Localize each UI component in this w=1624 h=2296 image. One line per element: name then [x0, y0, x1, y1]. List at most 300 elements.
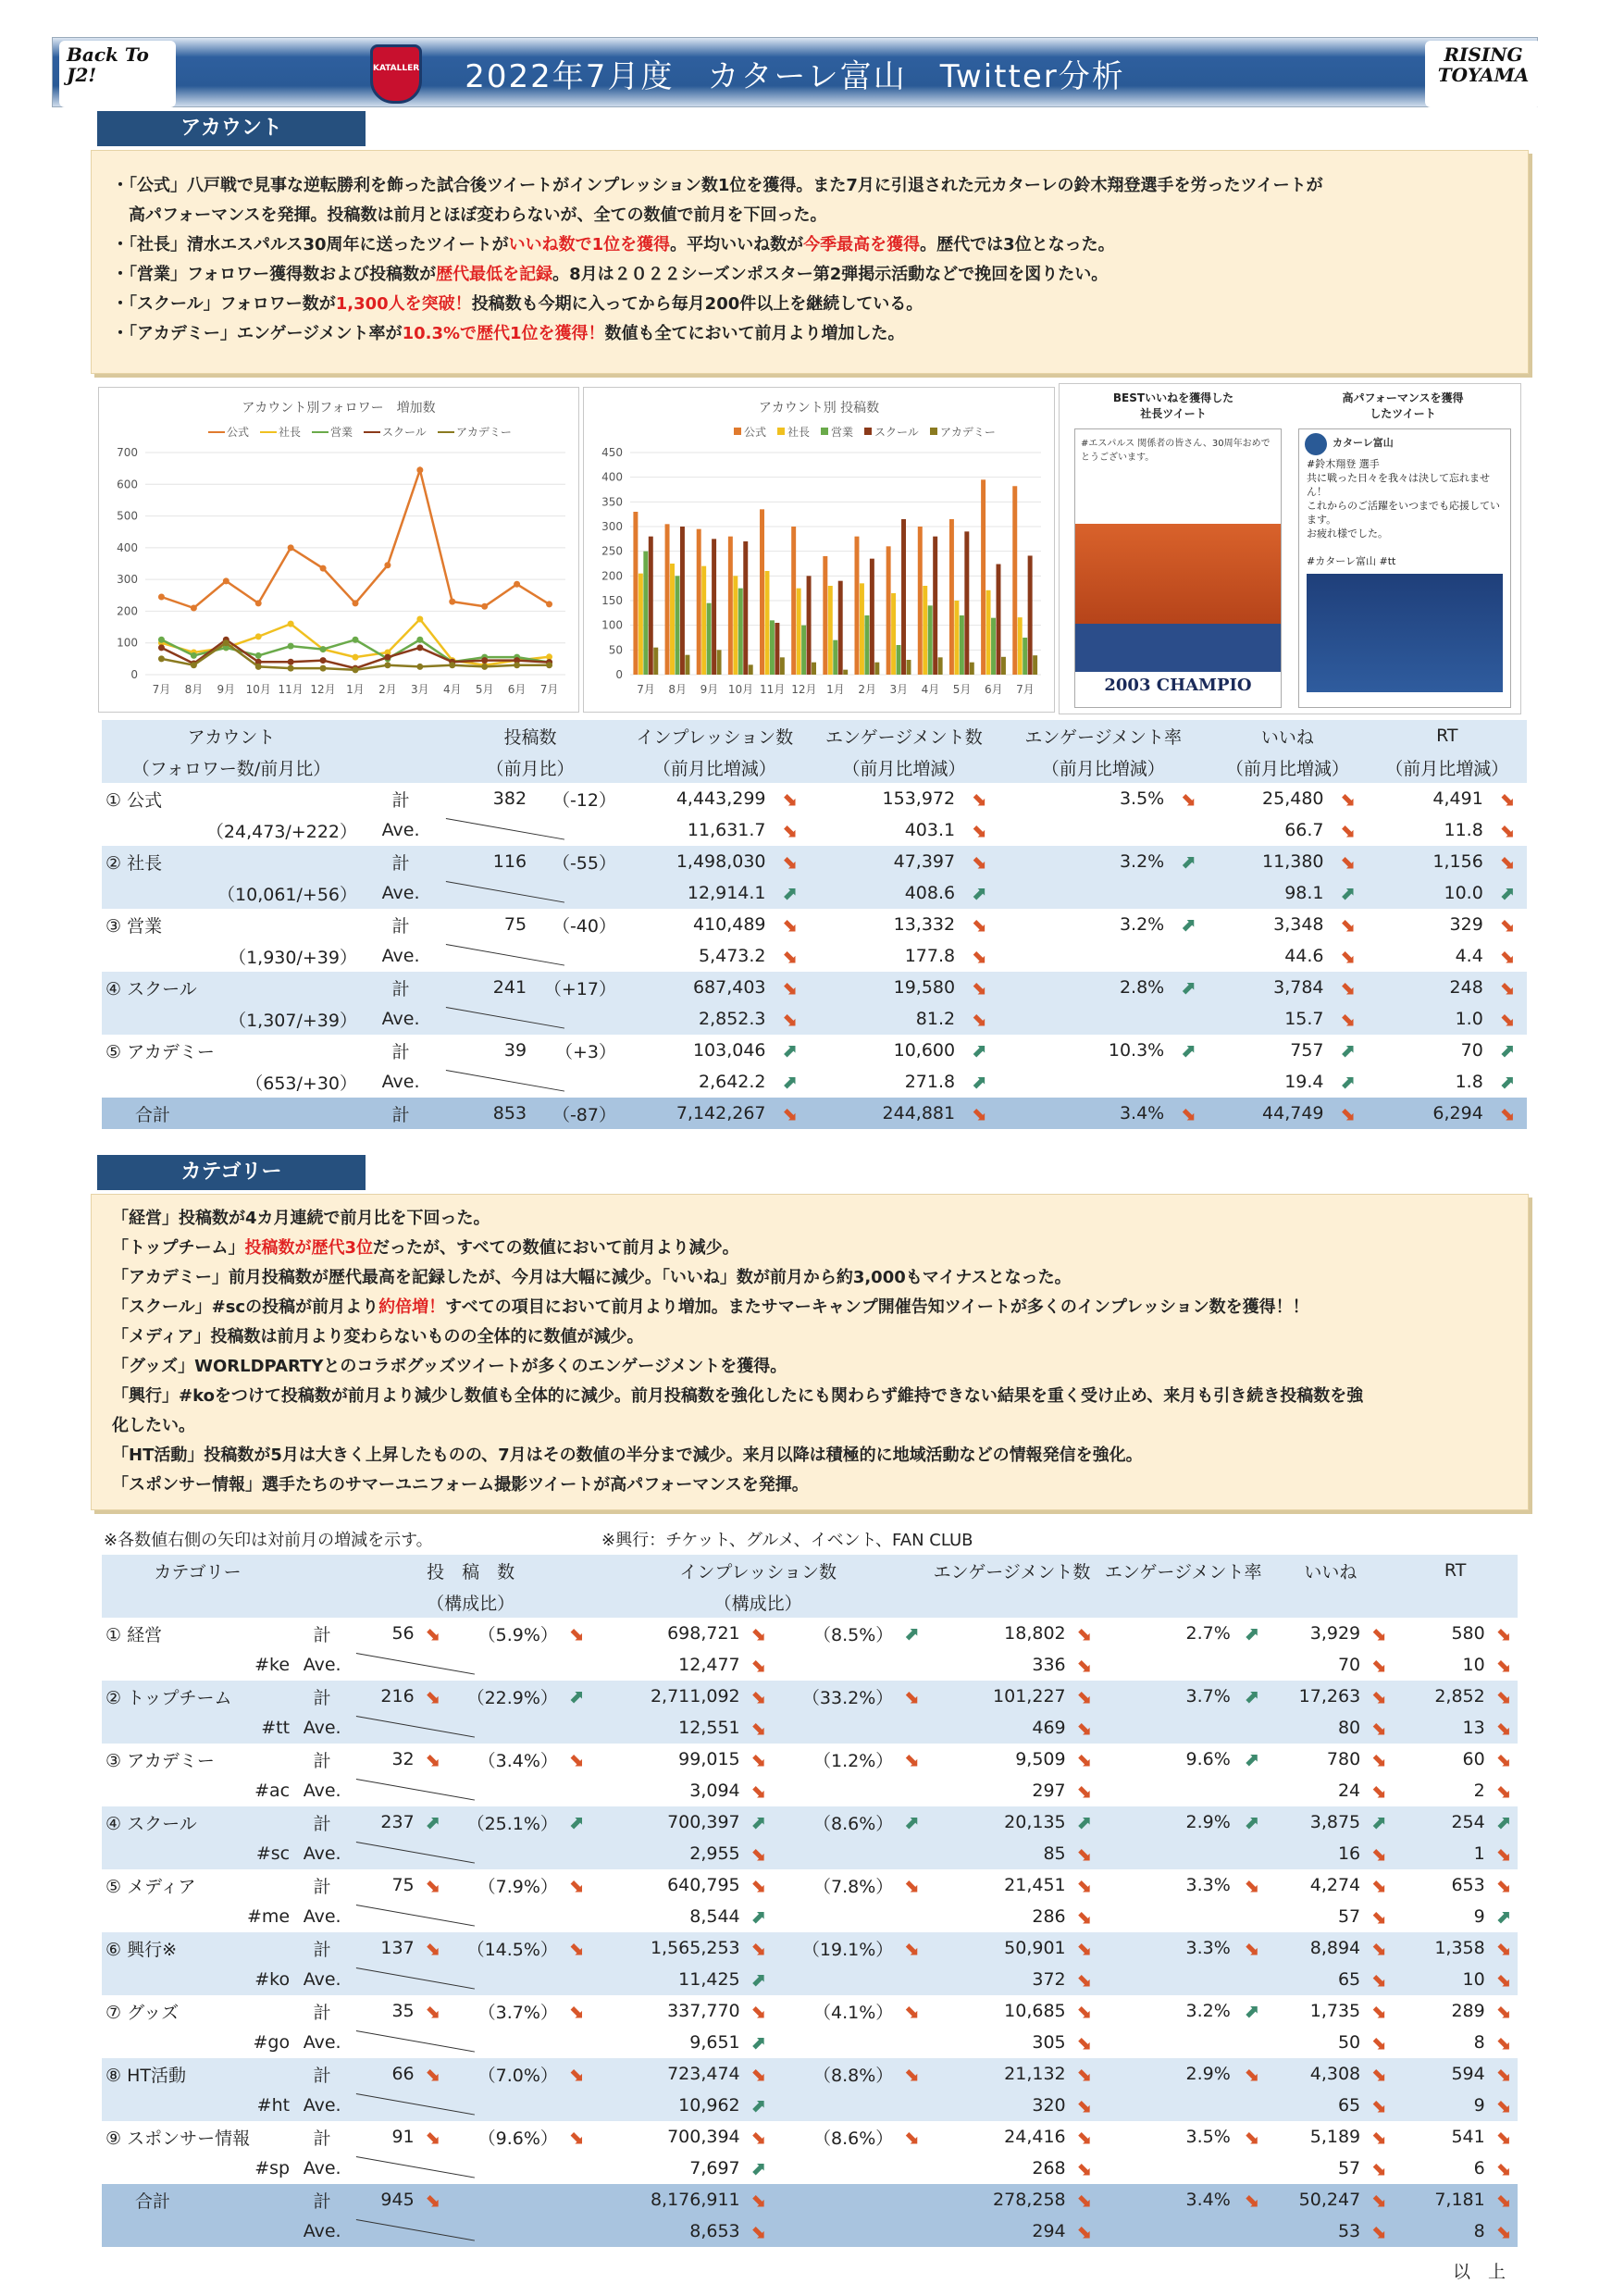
table-cell: Ave.	[303, 1843, 341, 1864]
arrow-up-icon: ⬈	[1499, 1071, 1515, 1093]
summary-text: 「経営」投稿数が4カ月連続で前月比を下回った。	[112, 1209, 490, 1228]
data-point	[384, 562, 391, 568]
arrow-down-icon	[1364, 2027, 1393, 2058]
arrow-down-icon	[418, 1618, 447, 1649]
data-point	[158, 644, 165, 651]
arrow-down-icon: ⬊	[1075, 2031, 1092, 2054]
column-header: いいね	[1260, 726, 1314, 748]
table-cell: 580	[1451, 1623, 1485, 1644]
table-row	[102, 1649, 1518, 1681]
x-tick-label: 2月	[858, 683, 876, 696]
table-cell: （8.5%）	[813, 1624, 894, 1645]
arrow-down-icon	[1364, 2090, 1393, 2121]
arrow-down-icon: ⬊	[424, 2000, 440, 2022]
table-cell: 594	[1451, 2064, 1485, 2084]
table-cell: 653	[1451, 1875, 1485, 1895]
arrow-up-icon: ⬈	[750, 2031, 766, 2054]
empty-cell	[440, 1066, 620, 1098]
empty-cell	[1234, 2153, 1269, 2184]
arrow-up-icon	[1487, 1066, 1527, 1098]
table-row	[102, 1869, 1518, 1901]
arrow-down-icon	[1070, 1995, 1098, 2027]
arrow-down-icon: ⬊	[1370, 1685, 1387, 1707]
arrow-down-icon: ⬊	[750, 1937, 766, 1959]
table-cell: （14.5%）	[466, 1939, 558, 1960]
table-cell: （5.9%）	[477, 1624, 558, 1645]
hashtag: #ke	[254, 1655, 291, 1675]
table-cell: Ave.	[303, 1781, 341, 1801]
category-line	[112, 1411, 1528, 1441]
data-point	[416, 644, 423, 651]
legend-swatch	[864, 428, 872, 435]
column-header: RT	[1436, 726, 1458, 746]
bar	[981, 479, 986, 675]
bar	[707, 603, 712, 675]
arrow-down-icon	[744, 1775, 773, 1806]
bar	[670, 564, 675, 675]
arrow-down-icon: ⬊	[1075, 2126, 1092, 2148]
table-cell: 計	[391, 1104, 410, 1125]
account-name: ② 社長	[105, 852, 163, 874]
bar	[891, 593, 896, 675]
data-point	[191, 605, 197, 612]
table-cell: （7.0%）	[477, 2065, 558, 2086]
arrow-down-icon	[1070, 2058, 1098, 2090]
table-cell: 計	[391, 1041, 410, 1062]
arrow-down-icon: ⬊	[1499, 945, 1515, 967]
empty-cell	[897, 2184, 925, 2215]
legend-label: 公式	[227, 426, 250, 439]
avatar	[1305, 433, 1327, 455]
account-bullet	[112, 290, 1528, 319]
table-cell: 24,416	[1004, 2127, 1066, 2147]
arrow-down-icon: ⬊	[1494, 2126, 1511, 2148]
arrow-down-icon	[1328, 1098, 1368, 1129]
arrow-down-icon: ⬊	[1494, 1622, 1511, 1644]
arrow-down-icon	[1364, 1712, 1393, 1744]
bar	[854, 537, 859, 675]
highlight-text: いいね数で1位を獲得	[508, 235, 671, 254]
arrow-down-icon	[1070, 1775, 1098, 1806]
arrow-up-icon	[1328, 1066, 1368, 1098]
table-cell: 50,247	[1298, 2190, 1361, 2210]
table-cell: 計	[313, 1687, 331, 1708]
arrow-up-icon: ⬈	[781, 882, 798, 904]
summary-text: ・「営業」フォロワー獲得数および投稿数が	[112, 265, 437, 284]
data-point	[481, 603, 488, 610]
table-cell: 19.4	[1284, 1072, 1324, 1092]
arrow-down-icon	[744, 1932, 773, 1964]
empty-cell	[1168, 1003, 1208, 1035]
table-cell: 237	[380, 1812, 415, 1832]
data-point	[320, 657, 327, 664]
arrow-down-icon	[562, 2121, 590, 2153]
total-label: 合計	[135, 1104, 171, 1125]
arrow-up-icon: ⬈	[1180, 976, 1196, 999]
data-point	[514, 581, 520, 588]
arrow-down-icon	[1364, 1744, 1393, 1775]
table-cell: 75	[391, 1875, 415, 1895]
arrow-down-icon: ⬊	[1075, 1654, 1092, 1676]
arrow-down-icon	[562, 1618, 590, 1649]
empty-cell	[773, 1649, 898, 1681]
table-cell: 6,294	[1432, 1103, 1483, 1123]
empty-cell	[1234, 2027, 1269, 2058]
bar	[733, 576, 738, 675]
y-tick-label: 450	[601, 446, 623, 459]
empty-cell	[773, 1712, 898, 1744]
bar	[964, 531, 969, 675]
table-cell: 24	[1337, 1781, 1361, 1801]
table-cell: 4,491	[1432, 788, 1483, 809]
column-subheader: （前月比増減）	[1225, 758, 1349, 779]
arrow-up-icon	[1328, 877, 1368, 909]
arrow-down-icon: ⬊	[1494, 2189, 1511, 2211]
table-cell: 3.3%	[1185, 1875, 1231, 1895]
x-tick-label: 4月	[442, 683, 462, 696]
arrow-down-icon	[1489, 1838, 1518, 1869]
table-cell: 541	[1451, 2127, 1485, 2147]
table-cell: 329	[1449, 914, 1483, 935]
table-cell: 4,443,299	[676, 788, 766, 809]
arrow-up-icon	[1168, 972, 1208, 1003]
category-name: ① 経営	[105, 1624, 163, 1645]
arrow-down-icon	[1168, 783, 1208, 814]
table-cell: 297	[1032, 1781, 1066, 1801]
empty-cell	[773, 1901, 898, 1932]
arrow-down-icon: ⬊	[1494, 2157, 1511, 2179]
arrow-down-icon	[1489, 2153, 1518, 2184]
y-tick-label: 0	[615, 668, 623, 681]
account-name: ④ スクール	[105, 978, 197, 999]
arrow-down-icon	[1328, 814, 1368, 846]
empty-cell	[897, 1775, 925, 1806]
arrow-down-icon: ⬊	[971, 788, 987, 810]
arrow-down-icon	[959, 972, 998, 1003]
table-cell: （-40）	[552, 915, 616, 937]
table-cell: 2,852	[1434, 1686, 1485, 1706]
table-cell: 289	[1451, 2001, 1485, 2021]
arrow-up-icon	[959, 877, 998, 909]
data-point	[255, 600, 262, 606]
bar	[653, 648, 658, 675]
arrow-down-icon: ⬊	[1494, 2094, 1511, 2116]
x-tick-label: 3月	[889, 683, 909, 696]
table-cell: 3.4%	[1185, 2190, 1231, 2210]
summary-text: 高パフォーマンスを発揮。投稿数は前月とほぼ変わらないが、全ての数値で前月を下回った。	[112, 205, 827, 225]
arrow-down-icon: ⬊	[568, 1874, 584, 1896]
summary-text: 。歴代では3位となった。	[920, 235, 1115, 254]
category-summary-box	[91, 1194, 1529, 1510]
table-cell: 7,697	[689, 2158, 740, 2178]
arrow-up-icon: ⬈	[750, 2094, 766, 2116]
arrow-down-icon	[1234, 2184, 1269, 2215]
hashtag: #ht	[256, 2095, 291, 2116]
arrow-down-icon: ⬊	[1075, 1937, 1092, 1959]
bar	[843, 670, 848, 675]
arrow-down-icon: ⬊	[903, 2126, 920, 2148]
arrow-down-icon	[418, 1744, 447, 1775]
table-cell: 11,380	[1262, 851, 1324, 872]
arrow-down-icon	[418, 2058, 447, 2090]
empty-cell	[773, 2027, 898, 2058]
table-cell: 248	[1449, 977, 1483, 998]
arrow-down-icon: ⬊	[568, 1748, 584, 1770]
arrow-up-icon	[959, 1035, 998, 1066]
arrow-down-icon: ⬊	[1075, 1874, 1092, 1896]
table-cell: 2.7%	[1185, 1623, 1231, 1644]
table-cell: 4.4	[1455, 946, 1483, 966]
account-bullet	[112, 171, 1528, 201]
x-tick-label: 6月	[507, 683, 527, 696]
empty-cell	[998, 877, 1168, 909]
arrow-up-icon: ⬈	[1339, 1039, 1356, 1061]
table-cell: 7,181	[1434, 2190, 1485, 2210]
bar	[770, 620, 775, 675]
tweet-account-name: カターレ富山	[1333, 437, 1394, 449]
arrow-down-icon	[959, 1003, 998, 1035]
table-cell: 53	[1337, 2221, 1361, 2241]
empty-cell	[351, 2215, 590, 2247]
table-cell: 計	[313, 2065, 331, 2086]
empty-cell	[773, 1775, 898, 1806]
back-to-j2-logo: Back To J2!	[59, 41, 176, 107]
x-tick-label: 1月	[826, 683, 845, 696]
arrow-up-icon: ⬈	[1180, 850, 1196, 873]
table-cell: 15.7	[1284, 1009, 1324, 1029]
arrow-down-icon	[744, 2121, 773, 2153]
bar	[1033, 655, 1037, 675]
table-cell: 75	[503, 914, 527, 935]
arrow-down-icon: ⬊	[1243, 2063, 1259, 2085]
arrow-down-icon	[1070, 1932, 1098, 1964]
x-tick-label: 1月	[346, 683, 365, 696]
data-point	[416, 637, 423, 643]
arrow-down-icon	[770, 909, 810, 940]
table-cell: 50,901	[1004, 1938, 1066, 1958]
account-summary-box	[91, 150, 1529, 374]
x-tick-label: 2月	[378, 683, 397, 696]
bar	[997, 565, 1001, 675]
column-header: カテゴリー	[154, 1561, 242, 1582]
follower-count: （653/+30）	[245, 1073, 357, 1094]
arrow-down-icon	[1487, 940, 1527, 972]
arrow-down-icon: ⬊	[1370, 2126, 1387, 2148]
column-header: アカウント	[187, 726, 276, 748]
arrow-down-icon	[1364, 2153, 1393, 2184]
tweet-text: #エスパルス 関係者の皆さん、30周年おめでとうございます。	[1081, 439, 1271, 463]
data-point	[353, 654, 359, 661]
bar	[675, 576, 679, 675]
table-cell: 1,735	[1309, 2001, 1361, 2021]
table-row	[102, 2090, 1518, 2121]
table-cell: 44,749	[1262, 1103, 1324, 1123]
arrow-down-icon	[744, 2215, 773, 2247]
arrow-down-icon	[897, 1869, 925, 1901]
table-row	[102, 783, 1527, 814]
arrow-down-icon: ⬊	[1370, 2094, 1387, 2116]
arrow-down-icon	[744, 1681, 773, 1712]
arrow-up-icon	[744, 2027, 773, 2058]
empty-cell	[351, 2153, 590, 2184]
table-cell: 計	[313, 1750, 331, 1771]
arrow-down-icon	[418, 1995, 447, 2027]
table-cell: Ave.	[381, 820, 420, 840]
table-row	[102, 2058, 1518, 2090]
bar	[649, 537, 653, 675]
table-cell: 2.9%	[1185, 1812, 1231, 1832]
arrow-down-icon: ⬊	[903, 1685, 920, 1707]
x-tick-label: 7月	[539, 683, 559, 696]
arrow-up-icon: ⬈	[781, 1071, 798, 1093]
table-cell: 5,189	[1309, 2127, 1361, 2147]
bar	[801, 626, 806, 675]
arrow-down-icon: ⬊	[1494, 2031, 1511, 2054]
arrow-down-icon	[744, 1838, 773, 1869]
arrow-up-icon	[744, 1806, 773, 1838]
empty-cell	[1098, 2090, 1234, 2121]
table-cell: 70	[1337, 1655, 1361, 1675]
table-cell: （7.8%）	[813, 1876, 894, 1897]
arrow-up-icon: ⬈	[750, 2157, 766, 2179]
arrow-down-icon: ⬊	[568, 1937, 584, 1959]
category-line	[112, 1441, 1528, 1471]
data-point	[449, 662, 455, 668]
table-cell: 1	[1473, 1843, 1485, 1864]
arrow-down-icon	[1487, 814, 1527, 846]
table-cell: 12,914.1	[687, 883, 766, 903]
hashtag: #go	[253, 2032, 291, 2053]
arrow-down-icon	[1070, 1901, 1098, 1932]
table-cell: 7,142,267	[676, 1103, 766, 1123]
table-cell: 241	[492, 977, 527, 998]
arrow-down-icon	[1364, 1681, 1393, 1712]
arrow-down-icon: ⬊	[1494, 2063, 1511, 2085]
series-line	[161, 470, 549, 608]
table-cell: 21,451	[1004, 1875, 1066, 1895]
table-cell: 21,132	[1004, 2064, 1066, 2084]
bar	[1023, 638, 1027, 675]
arrow-down-icon	[1487, 783, 1527, 814]
arrow-down-icon	[418, 1681, 447, 1712]
table-cell: 5,473.2	[698, 946, 766, 966]
category-section-label: カテゴリー	[97, 1155, 366, 1190]
table-row	[102, 1806, 1518, 1838]
arrow-up-icon	[418, 1806, 447, 1838]
arrow-up-icon: ⬈	[1494, 1905, 1511, 1928]
total-row	[102, 1098, 1527, 1129]
arrow-down-icon	[1487, 972, 1527, 1003]
bar	[665, 524, 670, 675]
empty-cell	[351, 1775, 590, 1806]
empty-cell	[1098, 1775, 1234, 1806]
arrow-down-icon	[959, 940, 998, 972]
arrow-down-icon: ⬊	[781, 976, 798, 999]
table-cell: 計	[391, 978, 410, 999]
table-cell: （9.6%）	[477, 2128, 558, 2149]
bar	[812, 663, 816, 675]
table-cell: 700,394	[667, 2127, 740, 2147]
table-row	[102, 1066, 1527, 1098]
table-cell: 254	[1451, 1812, 1485, 1832]
arrow-up-icon	[1328, 1035, 1368, 1066]
page-title: 2022年7月度 カターレ富山 Twitter分析	[465, 58, 1125, 95]
arrow-down-icon	[744, 1744, 773, 1775]
arrow-down-icon	[1234, 2058, 1269, 2090]
data-point	[416, 466, 423, 473]
arrow-down-icon: ⬊	[1075, 2189, 1092, 2211]
arrow-down-icon: ⬊	[1370, 1905, 1387, 1928]
table-row	[102, 1775, 1518, 1806]
arrow-down-icon: ⬊	[1339, 788, 1356, 810]
arrow-up-icon	[1070, 1806, 1098, 1838]
arrow-down-icon: ⬊	[568, 1622, 584, 1644]
table-cell: 6	[1473, 2158, 1485, 2178]
arrow-up-icon: ⬈	[1499, 1039, 1515, 1061]
y-tick-label: 100	[601, 618, 623, 632]
table-cell: 10.0	[1444, 883, 1483, 903]
y-tick-label: 350	[601, 495, 623, 509]
table-cell: 計	[313, 2002, 331, 2023]
arrow-down-icon	[897, 1681, 925, 1712]
retirement-tweet-card	[1298, 428, 1511, 708]
empty-cell	[440, 814, 620, 846]
arrow-down-icon	[1489, 1995, 1518, 2027]
arrow-up-icon	[770, 877, 810, 909]
table-row	[102, 909, 1527, 940]
arrow-down-icon	[1364, 1932, 1393, 1964]
arrow-down-icon	[1364, 2215, 1393, 2247]
arrow-down-icon: ⬊	[750, 2220, 766, 2242]
bar	[712, 539, 716, 675]
arrow-down-icon	[418, 1869, 447, 1901]
arrow-down-icon: ⬊	[1370, 2157, 1387, 2179]
arrow-down-icon: ⬊	[424, 2189, 440, 2211]
data-point	[288, 544, 294, 551]
legend-swatch	[777, 428, 785, 435]
table-cell: （8.6%）	[813, 1813, 894, 1834]
table-row	[102, 1901, 1518, 1932]
arrow-down-icon: ⬊	[1180, 1102, 1196, 1124]
data-point	[158, 655, 165, 662]
arrow-down-icon	[1489, 2058, 1518, 2090]
empty-cell	[897, 1838, 925, 1869]
summary-text: ・「社長」清水エスパルス30周年に送ったツイートが	[112, 235, 509, 254]
category-name: ⑤ メディア	[105, 1876, 196, 1897]
column-subheader: （構成比）	[427, 1593, 515, 1614]
empty-cell	[1098, 1712, 1234, 1744]
arrow-down-icon	[744, 2058, 773, 2090]
summary-text: 「スクール」#scの投稿が前月より	[112, 1297, 379, 1317]
arrow-down-icon	[1364, 1775, 1393, 1806]
bar	[791, 527, 796, 675]
x-tick-label: 10月	[245, 683, 271, 696]
table-cell: 403.1	[904, 820, 956, 840]
table-cell: （+17）	[543, 978, 616, 999]
legend-swatch	[930, 428, 937, 435]
arrow-down-icon	[959, 846, 998, 877]
empty-cell	[773, 1964, 898, 1995]
table-cell: 10	[1462, 1655, 1485, 1675]
highlight-text: 1,300人を突破！	[335, 294, 472, 314]
arrow-up-icon	[770, 1035, 810, 1066]
empty-cell	[1098, 2027, 1234, 2058]
table-cell: 103,046	[692, 1040, 766, 1061]
table-cell: 8,544	[689, 1906, 740, 1927]
table-cell: （8.8%）	[813, 2065, 894, 2086]
table-cell: 18,802	[1004, 1623, 1066, 1644]
arrow-down-icon	[1070, 2215, 1098, 2247]
